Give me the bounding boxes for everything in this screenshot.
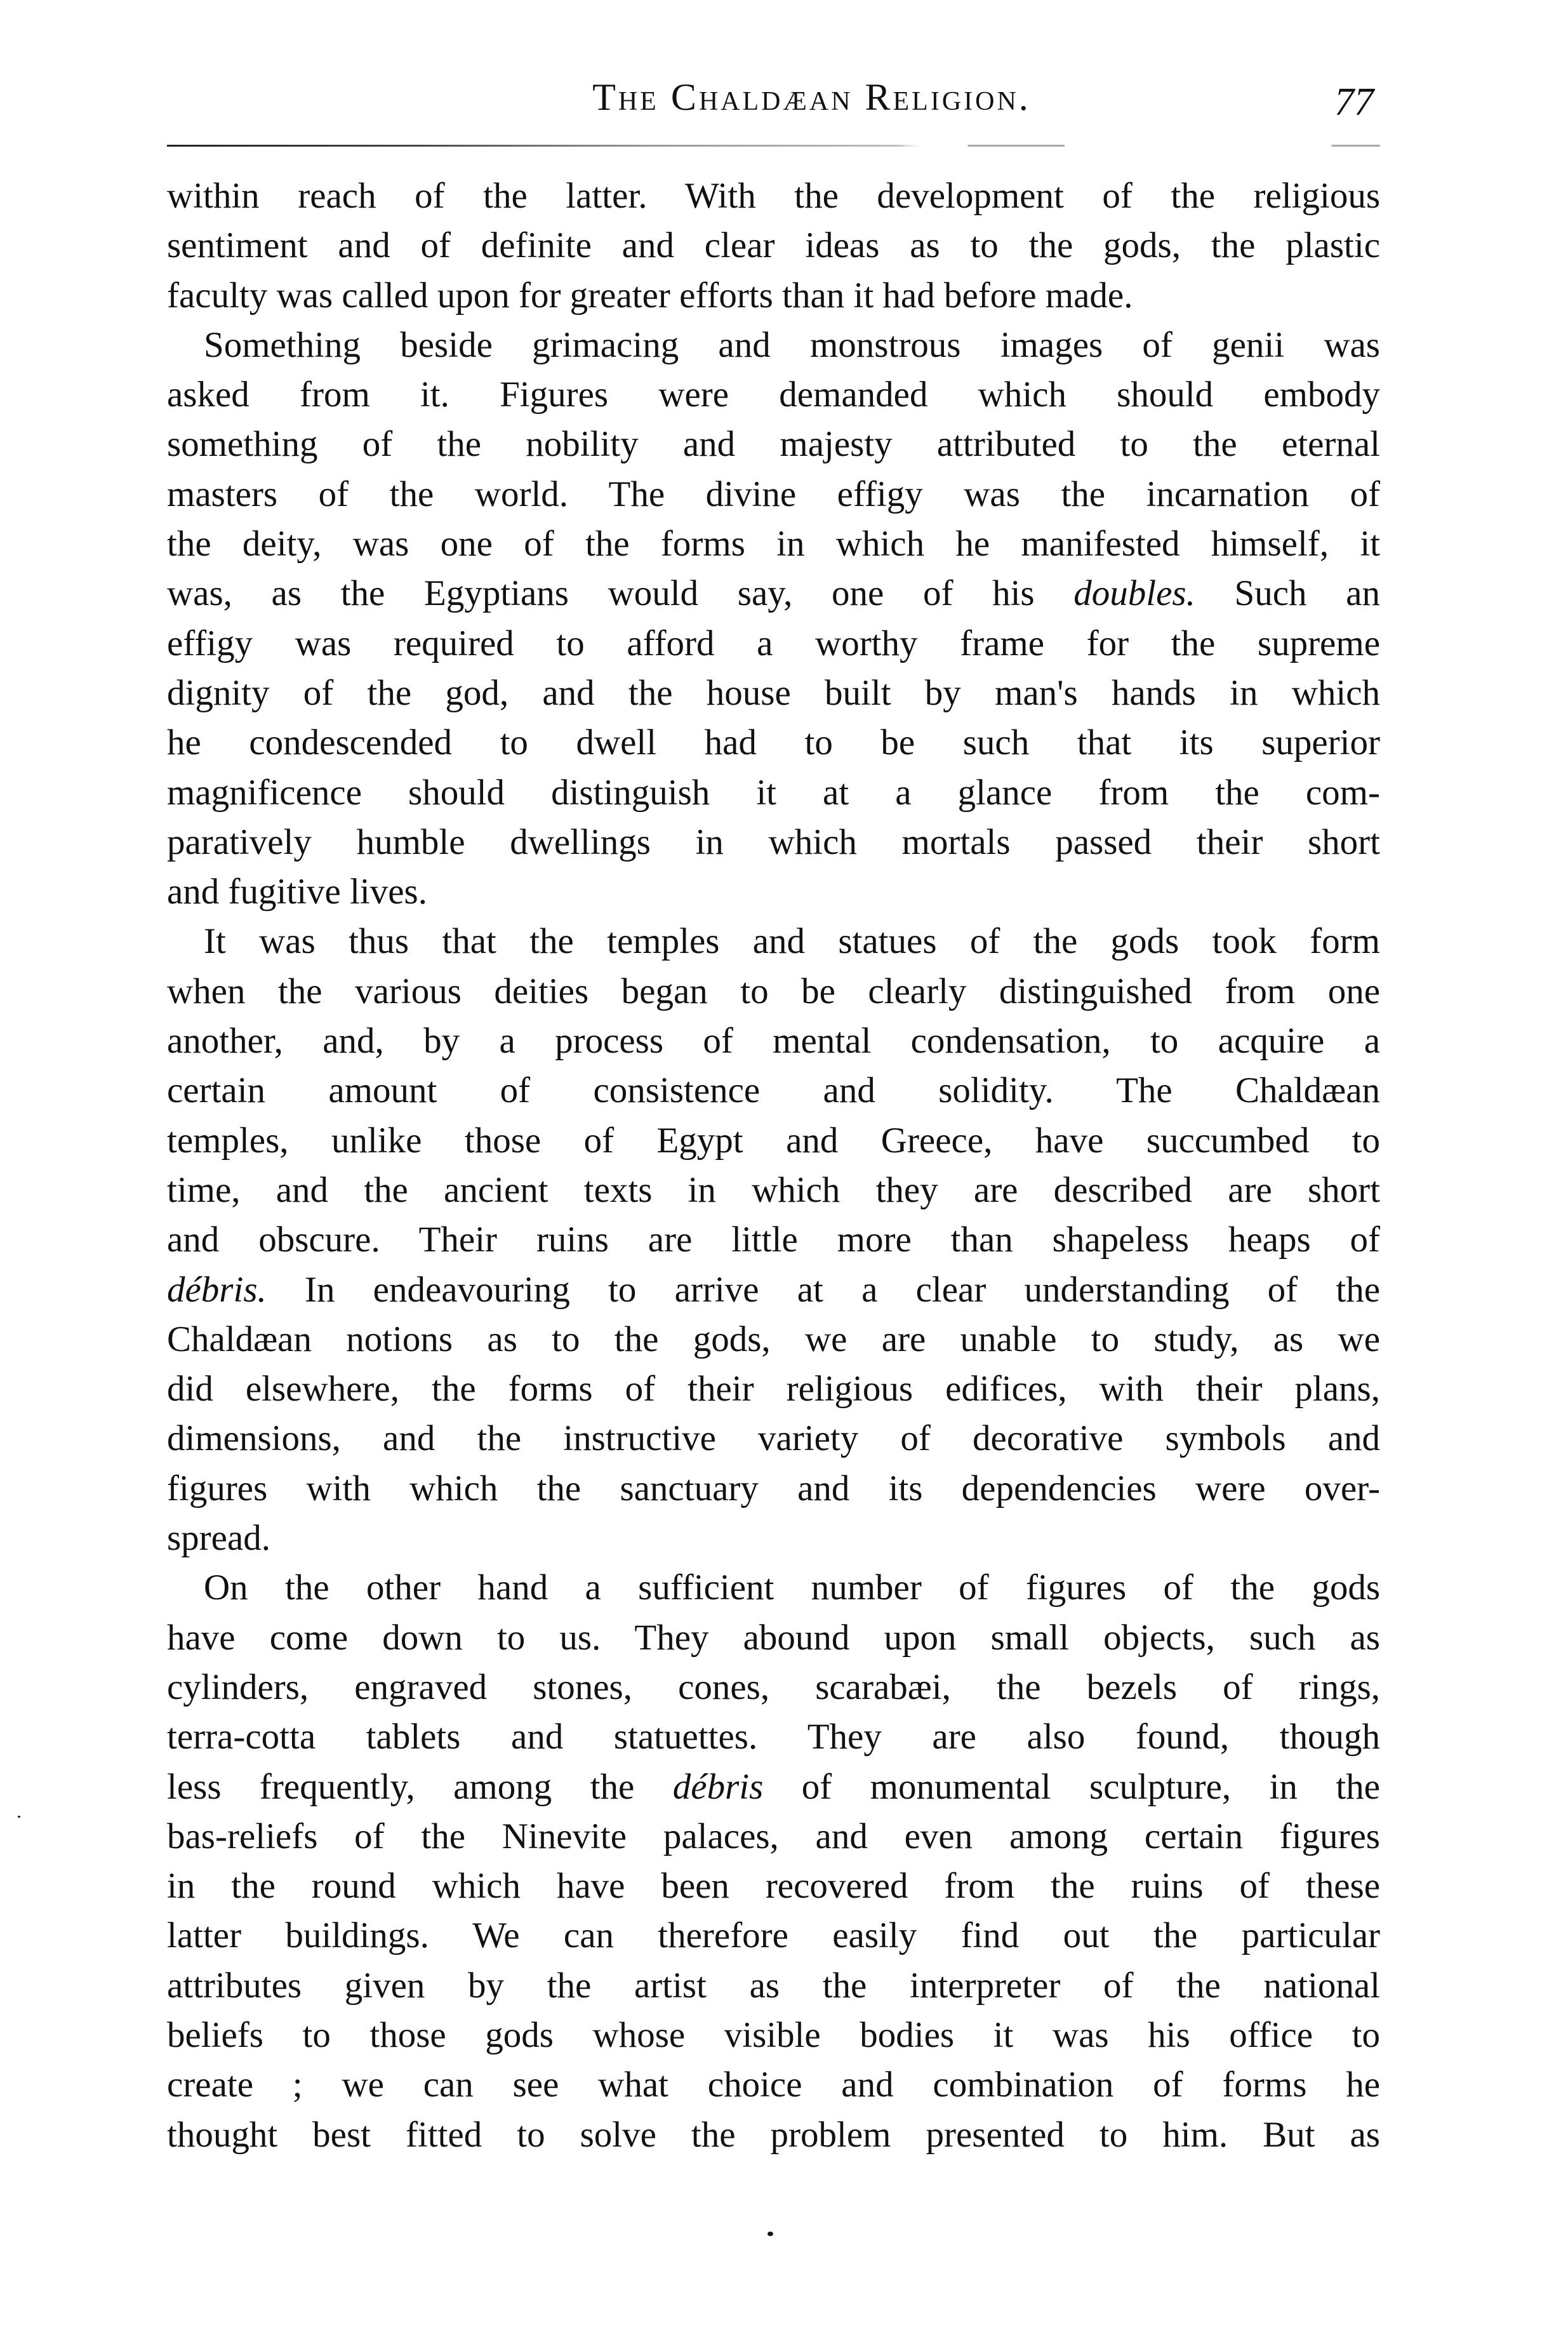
body-text bbox=[167, 171, 1380, 2160]
line-text: In endeavouring to arrive at a clear understanding of the bbox=[266, 1269, 1380, 1310]
text-line: paratively humble dwellings in which mortals passed their short bbox=[167, 822, 1380, 862]
text-line: dignity of the god, and the house built by man's hands in which bbox=[167, 672, 1380, 713]
page-number: 77 bbox=[1334, 81, 1374, 124]
line-text: Such an bbox=[1195, 573, 1380, 614]
text-line: attributes given by the artist as the interpreter of the national bbox=[167, 1965, 1380, 2006]
text-line: another, and, by a process of mental condensation, to acquire a bbox=[167, 1021, 1380, 1062]
signature-dot bbox=[767, 2232, 773, 2236]
text-line: did elsewhere, the forms of their religious edifices, with their plans, bbox=[167, 1369, 1380, 1409]
text-line: time, and the ancient texts in which they are described are short bbox=[167, 1169, 1380, 1210]
text-line: Something beside grimacing and monstrous images of genii was bbox=[204, 324, 1380, 365]
text-line: magnificence should distinguish it at a glance from the com- bbox=[167, 772, 1380, 813]
text-line: beliefs to those gods whose visible bodies it was his office to bbox=[167, 2014, 1380, 2055]
text-line: latter buildings. We can therefore easily find out the particular bbox=[167, 1915, 1380, 1956]
text-line bbox=[167, 569, 1380, 618]
text-line: something of the nobility and majesty attributed to the eternal bbox=[167, 424, 1380, 465]
text-line: create ; we can see what choice and combination of forms he bbox=[167, 2065, 1380, 2105]
text-line: On the other hand a sufficient number of figures of the gods bbox=[204, 1568, 1380, 1608]
running-title: The Chaldæan Religion. bbox=[592, 76, 1031, 118]
text-line: within reach of the latter. With the development of the religious bbox=[167, 176, 1380, 216]
text-line: and fugitive lives. bbox=[167, 872, 427, 912]
text-line: have come down to us. They abound upon small objects, such as bbox=[167, 1617, 1380, 1658]
scan-speck bbox=[18, 1816, 20, 1818]
line-text: less frequently, among the bbox=[167, 1766, 673, 1807]
text-line bbox=[167, 1762, 1380, 1812]
line-text: of monumental sculpture, in the bbox=[763, 1766, 1380, 1807]
text-line bbox=[167, 1265, 1380, 1315]
text-line: terra-cotta tablets and statuettes. They are also found, though bbox=[167, 1717, 1380, 1757]
text-line: effigy was required to afford a worthy frame for the supreme bbox=[167, 623, 1380, 663]
line-text: was, as the Egyptians would say, one of his bbox=[167, 573, 1074, 614]
text-line: cylinders, engraved stones, cones, scarabæi, the bezels of rings, bbox=[167, 1667, 1380, 1707]
italic-word: débris bbox=[672, 1766, 764, 1807]
text-line: in the round which have been recovered from the ruins of these bbox=[167, 1866, 1380, 1907]
text-line: faculty was called upon for greater efforts than it had before made. bbox=[167, 275, 1133, 316]
text-line: when the various deities began to be clearly distinguished from one bbox=[167, 971, 1380, 1011]
italic-word: débris. bbox=[167, 1269, 267, 1310]
text-line: dimensions, and the instructive variety of decorative symbols and bbox=[167, 1418, 1380, 1459]
text-line: asked from it. Figures were demanded which should embody bbox=[167, 375, 1380, 415]
text-line: It was thus that the temples and statues of the gods took form bbox=[204, 921, 1380, 962]
text-line: certain amount of consistence and solidity. The Chaldæan bbox=[167, 1070, 1380, 1111]
text-line: masters of the world. The divine effigy was the incarnation of bbox=[167, 474, 1380, 514]
text-line: the deity, was one of the forms in which he manifested himself, it bbox=[167, 524, 1380, 564]
text-line: and obscure. Their ruins are little more than shapeless heaps of bbox=[167, 1220, 1380, 1260]
text-line: sentiment and of definite and clear ideas as to the gods, the plastic bbox=[167, 225, 1380, 266]
page-header bbox=[167, 69, 1380, 126]
text-line: he condescended to dwell had to be such that its superior bbox=[167, 723, 1380, 763]
header-rule bbox=[167, 145, 1380, 147]
text-line: figures with which the sanctuary and its dependencies were over- bbox=[167, 1468, 1380, 1508]
italic-word: doubles. bbox=[1073, 573, 1195, 614]
text-line: temples, unlike those of Egypt and Greece, have succumbed to bbox=[167, 1120, 1380, 1161]
text-line: thought best fitted to solve the problem presented to him. But as bbox=[167, 2114, 1380, 2155]
text-line: bas-reliefs of the Ninevite palaces, and even among certain figures bbox=[167, 1816, 1380, 1856]
text-line: Chaldæan notions as to the gods, we are unable to study, as we bbox=[167, 1319, 1380, 1359]
text-line: spread. bbox=[167, 1518, 271, 1559]
